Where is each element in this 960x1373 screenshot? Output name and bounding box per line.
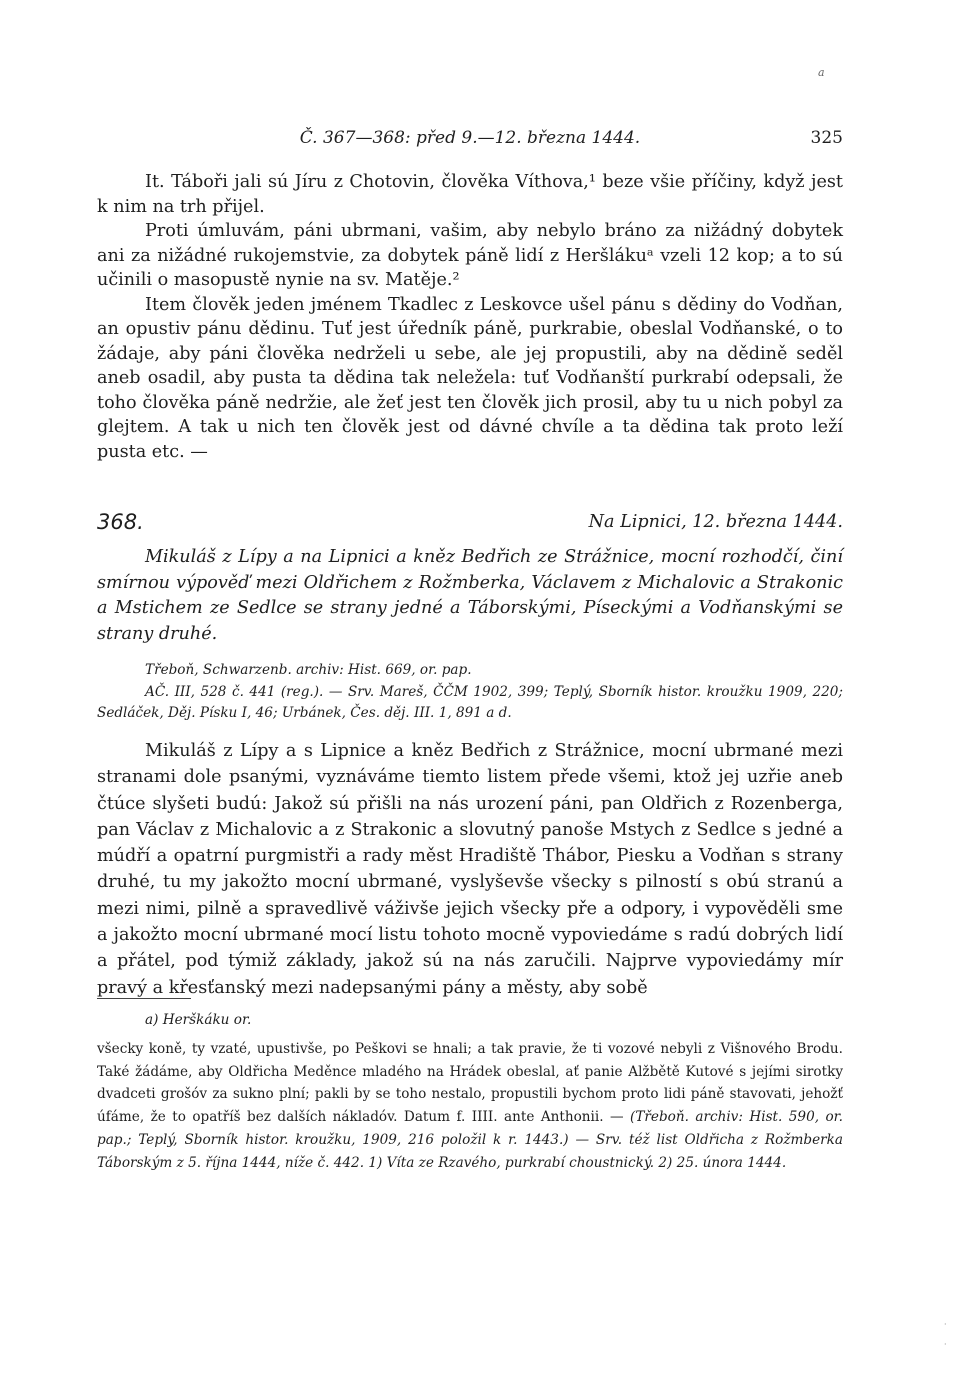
document-place-date: Na Lipnici, 12. března 1444. — [588, 512, 843, 532]
footnote-a-text: a) Herškáku or. — [145, 1012, 252, 1028]
document-number: 368. — [97, 510, 144, 534]
footnote-divider — [97, 998, 191, 999]
footnote-a — [145, 1012, 251, 1028]
corner-mark: a — [818, 66, 825, 79]
scan-speck: · — [944, 1320, 947, 1329]
scan-speck: · — [944, 1340, 947, 1349]
page-number: 325 — [810, 128, 843, 148]
regest — [97, 545, 843, 647]
document-body: Mikuláš z Lípy a s Lipnice a kněz Bedřich z Strážnice, mocní ubrmané mezi stranami dole psanými, vyznáváme tiemto listem přede všemi, ktož jej uzřie aneb čtúce slyšeti budú: Jakož sú přišli na nás urození páni, pan Oldřich z Rozenberga, pan Václav z Michalovic a z Strakonic a slovutný panoše Mstych z Sedlce s jedné a múdří a opatrní purgmistři a rady měst Hradiště Thábor, Piesku a Vodňan s strany druhé, tu my jakožto mocní ubrmané, vyslyševše všecky s pilností s obú stranú a mezi nimi, pilně a spravedlivě váživše jejich všecky pře a odpory, i vypověděli sme a jakožto mocní ubrmané mocí listu tohoto mocně vypoviedáme s radú dobrých lidí a přátel, pod týmiž základy, jakož sú na nás zaručili. Najprve vypoviedámy mír pravý a křesťanský mezi nadepsanými pány a městy, aby sobě — [97, 741, 843, 998]
running-head-title: Č. 367—368: před 9.—12. března 1444. — [299, 128, 641, 148]
regest-text: Mikuláš z Lípy a na Lipnici a kněz Bedřich ze Strážnice, mocní rozhodčí, činí smírnou výpověď mezi Oldřichem z Rožmberka, Václavem z Michalovic a Strakonic a Mstichem ze Sedlce se strany jedné a Táborskými, Píseckými a Vodňanskými se strany druhé. — [97, 547, 843, 644]
footnotes — [97, 1038, 843, 1174]
paragraph-tkadlec: Item člověk jeden jménem Tkadlec z Leskovce ušel pánu s dědiny do Vodňan, an opustiv pánu dědinu. Tuť jest úředník páně, purkrabie, obeslal Vodňanské, o to žádaje, aby páni člověka nedrželi u sebe, ale jej propustili, aby na dědině seděl aneb osadil, aby pusta ta dědina tak neležela: tuť Vodňanští purkrabí odepsali, že toho člověka páně nedržie, ale žeť jest ten člověk jich prosil, aby tu u nich pobyl za glejtem. A tak u nich ten člověk jest od dávné chvíle a ta dědina tak proto leží pusta etc. — — [97, 294, 843, 462]
source-notes — [97, 660, 843, 725]
document-header — [97, 510, 843, 540]
paragraph-jira: It. Táboři jali sú Jíru z Chotovin, člověka Víthova,¹ beze všie příčiny, když jest k nim na trh přijel. — [97, 172, 843, 217]
running-head — [97, 128, 843, 154]
footnote-continuation — [97, 1038, 843, 1174]
document-text — [97, 738, 843, 1001]
source-literature: AČ. III, 528 č. 441 (reg.). — Srv. Mareš, ČČM 1902, 399; Teplý, Sborník histor. kroužku 1909, 220; Sedláček, Děj. Písku I, 46; Urbánek, Čes. děj. III. 1, 891 a d. — [97, 683, 843, 721]
paragraph-umluvy: Proti úmluvám, páni ubrmani, vašim, aby nebylo bráno za nižádný dobytek ani za nižádné rukojemstvie, za dobytek páně lidí z Heršlákuᵃ vzeli 12 kop; a to sú učinili o masopustě nynie na sv. Matěje.² — [97, 221, 843, 290]
continuation-text — [97, 170, 843, 464]
footnote-continuation-text: všecky koně, ty vzaté, upustivše, po Peškovi se hnali; a tak pravie, že ti vozové nebyli z Višnového Brodu. Také žádáme, aby Oldřicha Meděnce mladého na Hrádek obeslal, ať panie Alžbětě Kutové s jejími sirotky dvadceti grošóv za sukno plní; pakli by se toho nestalo, propustili bychom proto lidi páně stavovati, jehožť úfáme, že to opatříš bez dalších nákladóv. Datum f. IIII. ante Anthonii. — — [97, 1041, 843, 1126]
footnote-1: 1) Víta ze Rzavého, purkrabí choustnický. — [368, 1154, 655, 1171]
footnote-2: 2) 25. února 1444. — [658, 1154, 787, 1171]
source-archive: Třeboň, Schwarzenb. archiv: Hist. 669, or. pap. — [145, 662, 472, 678]
footnote-archive-note: (Třeboň. archiv: Hist. 590, or. pap.; Teplý, Sborník histor. kroužku, 1909, 216 položil k r. 1443.) — Srv. též list Oldřicha z Rožmberka Táborským z 5. října 1444, níže č. 442. — [97, 1109, 843, 1171]
